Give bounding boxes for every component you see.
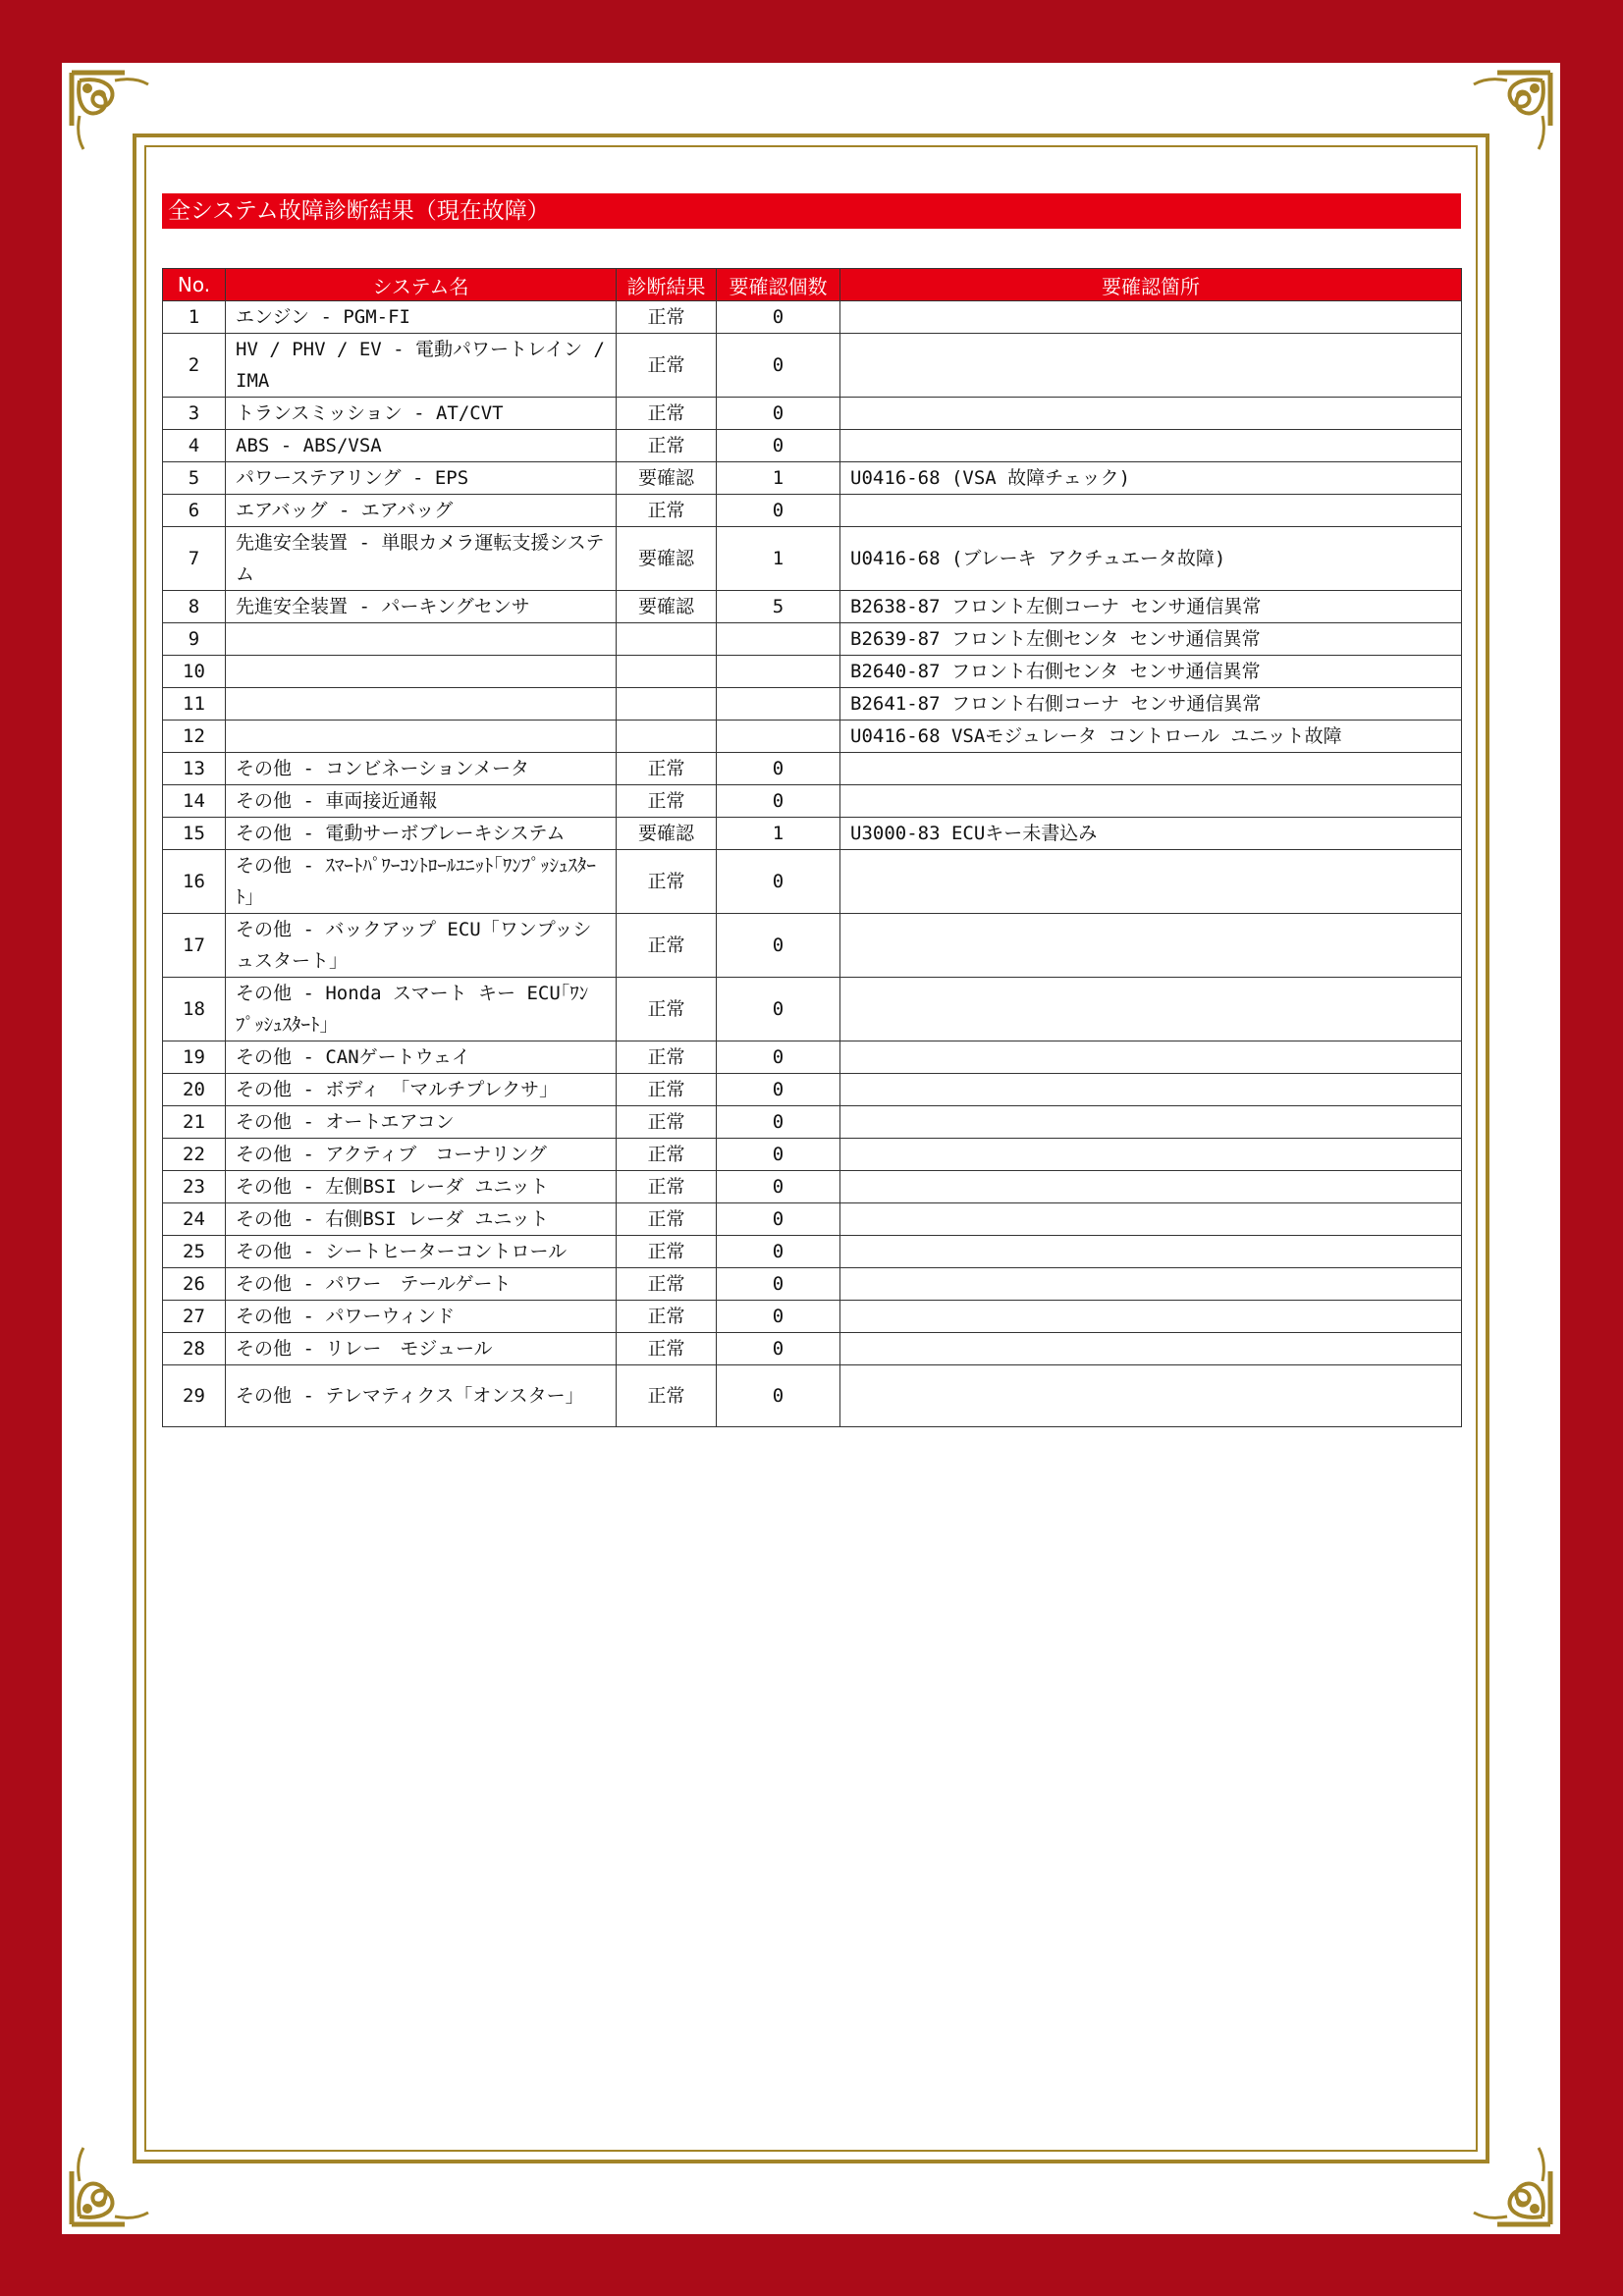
- row-detail: [840, 398, 1462, 430]
- row-no: 14: [163, 785, 226, 818]
- row-no: 28: [163, 1333, 226, 1365]
- row-system-name: その他 - アクティブ コーナリング: [226, 1139, 617, 1171]
- row-count: 0: [717, 334, 840, 398]
- row-no: 19: [163, 1041, 226, 1074]
- row-no: 5: [163, 462, 226, 495]
- row-no: 26: [163, 1268, 226, 1301]
- row-system-name: その他 - CANゲートウェイ: [226, 1041, 617, 1074]
- row-result: 正常: [617, 1106, 717, 1139]
- row-detail: U0416-68 VSAモジュレータ コントロール ユニット故障: [840, 721, 1462, 753]
- row-count: 1: [717, 462, 840, 495]
- row-count: [717, 623, 840, 656]
- row-detail: U0416-68 (VSA 故障チェック): [840, 462, 1462, 495]
- row-system-name: その他 - パワー テールゲート: [226, 1268, 617, 1301]
- row-result: 正常: [617, 1268, 717, 1301]
- row-detail: [840, 301, 1462, 334]
- row-detail: [840, 753, 1462, 785]
- row-count: 0: [717, 1301, 840, 1333]
- header-no: No.: [163, 269, 226, 301]
- row-detail: B2640-87 フロント右側センタ センサ通信異常: [840, 656, 1462, 688]
- row-result: 要確認: [617, 591, 717, 623]
- row-system-name: その他 - テレマティクス「オンスター」: [226, 1365, 617, 1427]
- row-system-name: その他 - 左側BSI レーダ ユニット: [226, 1171, 617, 1203]
- diagnosis-table: [162, 268, 1462, 1427]
- row-detail: U0416-68 (ブレーキ アクチュエータ故障): [840, 527, 1462, 591]
- table-row: [163, 1106, 1462, 1139]
- row-count: 0: [717, 1106, 840, 1139]
- table-row: [163, 1365, 1462, 1427]
- header-result: 診断結果: [617, 269, 717, 301]
- row-no: 21: [163, 1106, 226, 1139]
- row-count: 0: [717, 850, 840, 914]
- row-result: 正常: [617, 1301, 717, 1333]
- row-no: 10: [163, 656, 226, 688]
- table-row: [163, 978, 1462, 1041]
- row-system-name: [226, 721, 617, 753]
- row-system-name: ABS - ABS/VSA: [226, 430, 617, 462]
- table-row: [163, 334, 1462, 398]
- table-row: [163, 1041, 1462, 1074]
- row-no: 15: [163, 818, 226, 850]
- row-result: 正常: [617, 753, 717, 785]
- row-result: 正常: [617, 1236, 717, 1268]
- table-row: [163, 914, 1462, 978]
- row-no: 25: [163, 1236, 226, 1268]
- row-system-name: [226, 656, 617, 688]
- row-detail: [840, 1268, 1462, 1301]
- row-system-name: HV / PHV / EV - 電動パワートレイン /IMA: [226, 334, 617, 398]
- table-row: [163, 656, 1462, 688]
- table-row: [163, 1268, 1462, 1301]
- row-result: [617, 623, 717, 656]
- row-system-name: エアバッグ - エアバッグ: [226, 495, 617, 527]
- table-row: [163, 591, 1462, 623]
- row-no: 24: [163, 1203, 226, 1236]
- row-result: 正常: [617, 398, 717, 430]
- row-detail: [840, 334, 1462, 398]
- row-result: 正常: [617, 1333, 717, 1365]
- row-system-name: エンジン - PGM-FI: [226, 301, 617, 334]
- row-no: 9: [163, 623, 226, 656]
- row-no: 12: [163, 721, 226, 753]
- row-no: 20: [163, 1074, 226, 1106]
- row-no: 13: [163, 753, 226, 785]
- row-system-name: [226, 688, 617, 721]
- row-system-name: 先進安全装置 - 単眼カメラ運転支援システム: [226, 527, 617, 591]
- row-no: 22: [163, 1139, 226, 1171]
- ornamental-corner-icon: [66, 67, 160, 161]
- row-no: 2: [163, 334, 226, 398]
- row-system-name: その他 - リレー モジュール: [226, 1333, 617, 1365]
- row-result: 正常: [617, 430, 717, 462]
- row-no: 18: [163, 978, 226, 1041]
- row-result: 正常: [617, 1365, 717, 1427]
- table-row: [163, 495, 1462, 527]
- row-detail: [840, 1041, 1462, 1074]
- table-row: [163, 462, 1462, 495]
- row-no: 4: [163, 430, 226, 462]
- row-detail: [840, 1074, 1462, 1106]
- ornamental-corner-icon: [1462, 67, 1556, 161]
- row-detail: B2638-87 フロント左側コーナ センサ通信異常: [840, 591, 1462, 623]
- table-row: [163, 398, 1462, 430]
- header-count: 要確認個数: [717, 269, 840, 301]
- row-count: [717, 721, 840, 753]
- row-count: [717, 656, 840, 688]
- table-row: [163, 1236, 1462, 1268]
- table-row: [163, 1203, 1462, 1236]
- row-system-name: その他 - コンビネーションメータ: [226, 753, 617, 785]
- row-detail: [840, 1333, 1462, 1365]
- row-result: 正常: [617, 850, 717, 914]
- row-no: 16: [163, 850, 226, 914]
- row-detail: [840, 1301, 1462, 1333]
- row-system-name: その他 - ｽﾏｰﾄﾊﾟﾜｰｺﾝﾄﾛｰﾙﾕﾆｯﾄ｢ﾜﾝﾌﾟｯｼｭｽﾀｰﾄ｣: [226, 850, 617, 914]
- row-result: 要確認: [617, 462, 717, 495]
- table-row: [163, 753, 1462, 785]
- row-no: 8: [163, 591, 226, 623]
- table-row: [163, 850, 1462, 914]
- row-no: 1: [163, 301, 226, 334]
- row-detail: [840, 785, 1462, 818]
- row-result: 正常: [617, 914, 717, 978]
- row-no: 3: [163, 398, 226, 430]
- row-detail: [840, 1203, 1462, 1236]
- row-result: 正常: [617, 1074, 717, 1106]
- row-count: 0: [717, 1171, 840, 1203]
- table-row: [163, 527, 1462, 591]
- row-count: 5: [717, 591, 840, 623]
- row-result: 正常: [617, 1139, 717, 1171]
- table-row: [163, 301, 1462, 334]
- row-no: 7: [163, 527, 226, 591]
- table-row: [163, 1301, 1462, 1333]
- table-row: [163, 688, 1462, 721]
- row-count: 0: [717, 978, 840, 1041]
- row-system-name: その他 - バックアップ ECU「ワンプッシュスタート」: [226, 914, 617, 978]
- row-detail: [840, 1365, 1462, 1427]
- row-count: 0: [717, 785, 840, 818]
- row-count: 0: [717, 1139, 840, 1171]
- row-result: 正常: [617, 495, 717, 527]
- row-system-name: その他 - 右側BSI レーダ ユニット: [226, 1203, 617, 1236]
- row-result: 正常: [617, 1041, 717, 1074]
- row-count: 0: [717, 398, 840, 430]
- row-result: 要確認: [617, 818, 717, 850]
- row-detail: B2639-87 フロント左側センタ センサ通信異常: [840, 623, 1462, 656]
- row-no: 17: [163, 914, 226, 978]
- row-detail: [840, 430, 1462, 462]
- row-count: 0: [717, 753, 840, 785]
- row-count: 0: [717, 301, 840, 334]
- row-count: 0: [717, 1236, 840, 1268]
- table-row: [163, 1333, 1462, 1365]
- row-detail: [840, 978, 1462, 1041]
- row-system-name: トランスミッション - AT/CVT: [226, 398, 617, 430]
- table-row: [163, 818, 1462, 850]
- row-no: 27: [163, 1301, 226, 1333]
- row-system-name: 先進安全装置 - パーキングセンサ: [226, 591, 617, 623]
- row-detail: [840, 850, 1462, 914]
- row-count: 0: [717, 495, 840, 527]
- row-result: 正常: [617, 301, 717, 334]
- row-detail: [840, 495, 1462, 527]
- row-result: [617, 688, 717, 721]
- row-result: 要確認: [617, 527, 717, 591]
- row-detail: [840, 1106, 1462, 1139]
- row-result: 正常: [617, 1171, 717, 1203]
- table-row: [163, 785, 1462, 818]
- row-system-name: その他 - 車両接近通報: [226, 785, 617, 818]
- row-detail: [840, 914, 1462, 978]
- row-result: 正常: [617, 1203, 717, 1236]
- row-count: 0: [717, 1365, 840, 1427]
- row-detail: [840, 1236, 1462, 1268]
- table-row: [163, 1171, 1462, 1203]
- document-page: [62, 63, 1560, 2234]
- row-count: 0: [717, 1268, 840, 1301]
- row-detail: U3000-83 ECUキー未書込み: [840, 818, 1462, 850]
- table-row: [163, 721, 1462, 753]
- row-count: 1: [717, 818, 840, 850]
- header-detail: 要確認箇所: [840, 269, 1462, 301]
- document-title: 全システム故障診断結果（現在故障）: [162, 193, 1461, 229]
- row-no: 23: [163, 1171, 226, 1203]
- row-count: 0: [717, 914, 840, 978]
- row-count: 1: [717, 527, 840, 591]
- row-count: 0: [717, 1333, 840, 1365]
- table-row: [163, 623, 1462, 656]
- row-detail: [840, 1171, 1462, 1203]
- row-count: 0: [717, 430, 840, 462]
- row-system-name: その他 - オートエアコン: [226, 1106, 617, 1139]
- row-result: 正常: [617, 785, 717, 818]
- row-result: 正常: [617, 334, 717, 398]
- row-count: 0: [717, 1041, 840, 1074]
- ornamental-corner-icon: [66, 2136, 160, 2230]
- ornamental-corner-icon: [1462, 2136, 1556, 2230]
- row-count: [717, 688, 840, 721]
- row-count: 0: [717, 1203, 840, 1236]
- row-detail: B2641-87 フロント右側コーナ センサ通信異常: [840, 688, 1462, 721]
- row-count: 0: [717, 1074, 840, 1106]
- table-header-row: [163, 269, 1462, 301]
- row-no: 11: [163, 688, 226, 721]
- row-system-name: [226, 623, 617, 656]
- row-result: 正常: [617, 978, 717, 1041]
- row-system-name: その他 - Honda スマート キー ECU｢ﾜﾝﾌﾟｯｼｭｽﾀｰﾄ｣: [226, 978, 617, 1041]
- row-no: 6: [163, 495, 226, 527]
- row-system-name: その他 - パワーウィンド: [226, 1301, 617, 1333]
- table-row: [163, 1139, 1462, 1171]
- row-result: [617, 721, 717, 753]
- row-no: 29: [163, 1365, 226, 1427]
- row-system-name: パワーステアリング - EPS: [226, 462, 617, 495]
- row-result: [617, 656, 717, 688]
- row-detail: [840, 1139, 1462, 1171]
- row-system-name: その他 - ボディ 「マルチプレクサ」: [226, 1074, 617, 1106]
- header-system-name: システム名: [226, 269, 617, 301]
- row-system-name: その他 - シートヒーターコントロール: [226, 1236, 617, 1268]
- table-row: [163, 430, 1462, 462]
- row-system-name: その他 - 電動サーボブレーキシステム: [226, 818, 617, 850]
- table-row: [163, 1074, 1462, 1106]
